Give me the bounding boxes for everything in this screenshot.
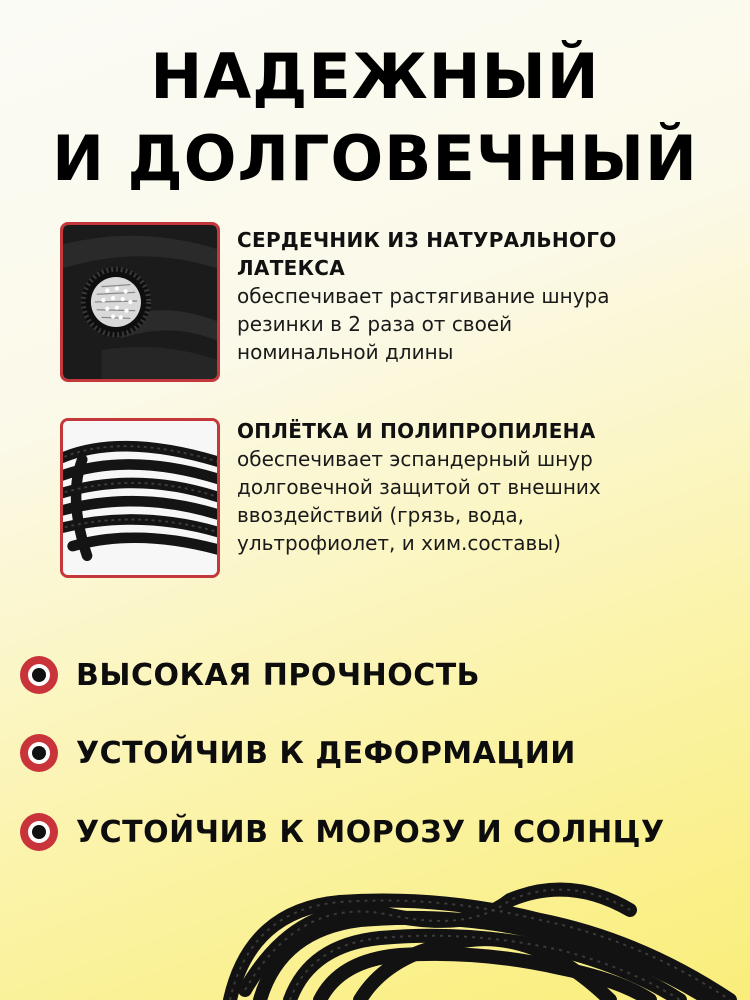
- title-line-1: НАДЕЖНЫЙ: [150, 40, 600, 113]
- feature-2-body-line-4: ультрофиолет, и хим.составы): [237, 531, 561, 555]
- target-bullet-icon: [20, 656, 58, 694]
- bullet-text: ВЫСОКАЯ ПРОЧНОСТЬ: [76, 657, 481, 693]
- latex-core-photo: [60, 222, 220, 382]
- cord-coil-image: [210, 880, 750, 1000]
- braided-cord-icon: [63, 421, 217, 575]
- feature-2-heading: ОПЛЁТКА И ПОЛИПРОПИЛЕНА: [237, 419, 596, 443]
- title-line-2: И ДОЛГОВЕЧНЫЙ: [52, 122, 698, 195]
- feature-2-body-line-2: долговечной защитой от внешних: [237, 475, 601, 499]
- bullet-deformation: [20, 731, 576, 775]
- feature-latex-core: [237, 226, 727, 366]
- target-bullet-icon: [20, 734, 58, 772]
- bullet-strength: [20, 653, 480, 697]
- braided-cord-photo: [60, 418, 220, 578]
- feature-1-body-line-2: резинки в 2 раза от своей: [237, 312, 513, 336]
- bullet-frost-sun: [20, 810, 665, 854]
- feature-braid: [237, 417, 727, 557]
- feature-1-heading-line-1: СЕРДЕЧНИК ИЗ НАТУРАЛЬНОГО: [237, 228, 617, 252]
- target-bullet-icon: [20, 813, 58, 851]
- feature-2-body-line-3: ввоздействий (грязь, вода,: [237, 503, 525, 527]
- feature-1-heading-line-2: ЛАТЕКСА: [237, 256, 345, 280]
- bullet-text: УСТОЙЧИВ К МОРОЗУ И СОЛНЦУ: [76, 814, 665, 850]
- feature-1-body-line-3: номинальной длины: [237, 340, 454, 364]
- feature-2-body-line-1: обеспечивает эспандерный шнур: [237, 447, 593, 471]
- bullet-text: УСТОЙЧИВ К ДЕФОРМАЦИИ: [76, 735, 576, 771]
- latex-core-icon: [63, 225, 217, 379]
- feature-1-body-line-1: обеспечивает растягивание шнура: [237, 284, 610, 308]
